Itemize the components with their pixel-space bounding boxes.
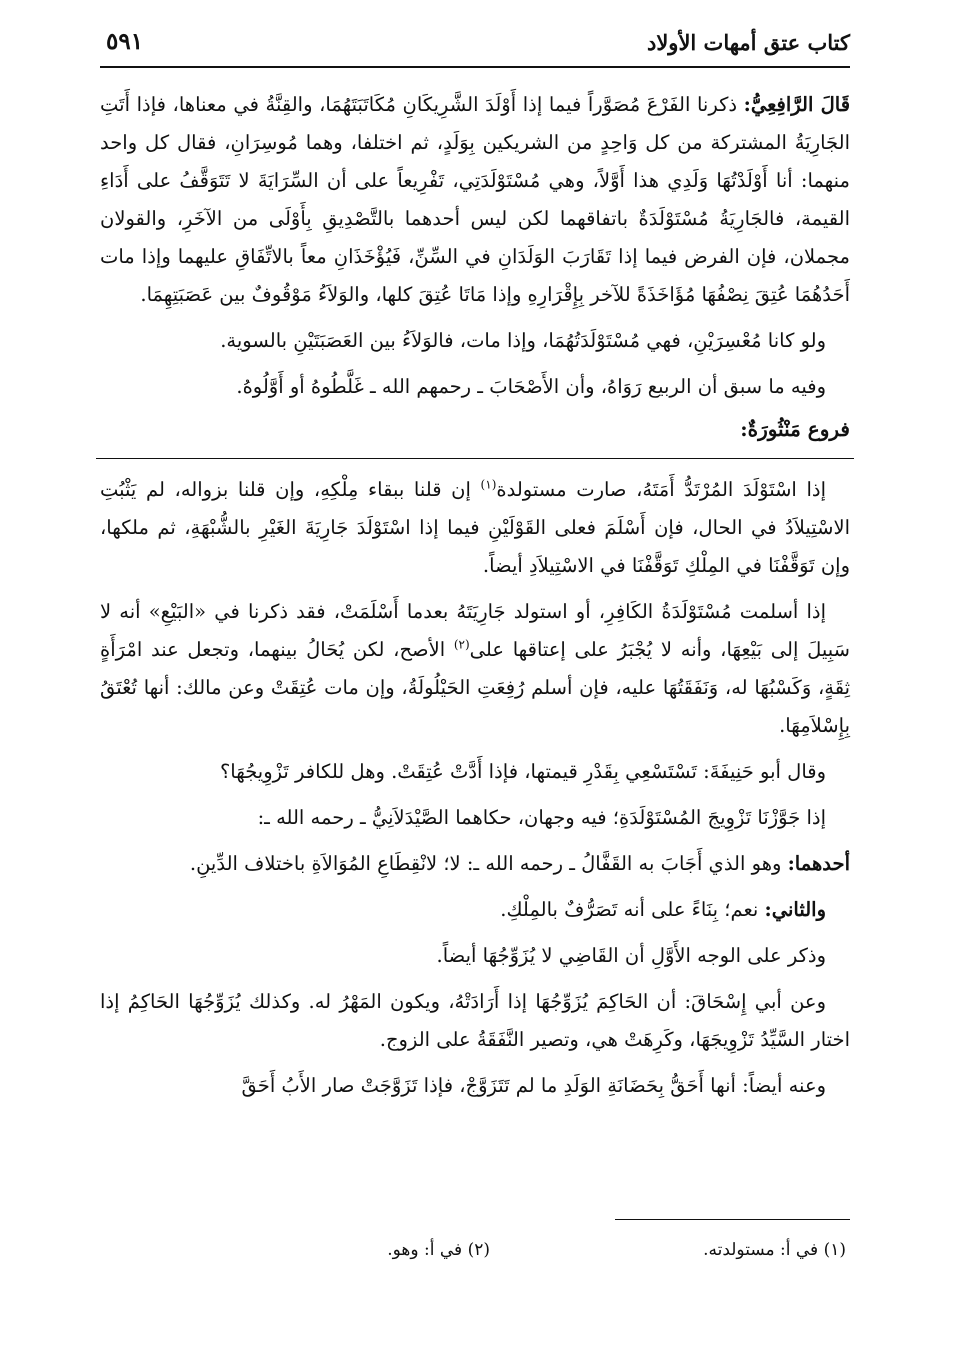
speaker-label: قَالَ الرَّافِعِيُّ: xyxy=(743,93,851,116)
paragraph-2 xyxy=(100,322,850,360)
paragraph-text: إذا جَوَّزْنَا تَزْوِيجَ المُسْتَوْلَدَةِ؛ فيه وجهان، حكاهما الصَّيْدَلاَنِيُّ ـ رحمه الله ـ: xyxy=(257,806,826,829)
section-paragraph xyxy=(100,983,850,1059)
paragraph-text: ولو كانا مُعْسِرَيْنِ، فهي مُسْتَوْلَدَتُهُمَا، وإذا مات، فالوَلاَءُ بين العَصَبَتَيْنِ بالسوية. xyxy=(220,329,826,352)
paragraph-text: إذا أسلمت مُسْتَوْلَدَةُ الكَافِرِ، أو استولد جَارِيَتَهُ بعدما أَسْلَمَتْ، فقد ذكرنا في «البَيْعِ» أنه لا سَبِيلَ إلى بَيْعِهَا، وأنه لا يُجْبَرُ على إعتاقها على xyxy=(100,600,850,661)
footnote-number: (١) xyxy=(823,1240,846,1260)
section-paragraph xyxy=(100,1067,850,1105)
footnote-divider xyxy=(615,1219,850,1220)
footnote-number: (٢) xyxy=(467,1240,490,1260)
section-paragraph xyxy=(100,753,850,791)
section-heading: فروع مَنْثُورَةٌ: xyxy=(740,417,850,441)
footnote-text: في أ: وهو. xyxy=(387,1240,463,1260)
footnote-1 xyxy=(703,1240,846,1260)
paragraph-text: إذا اسْتَوْلَدَ المُرْتَدُّ أَمَتَهُ، صارت مستولدة xyxy=(496,478,827,501)
book-title: كتاب عتق أمهات الأولاد xyxy=(646,30,850,55)
footnote-row xyxy=(100,1240,850,1266)
section-paragraph xyxy=(100,891,850,929)
opinion-label: والثاني: xyxy=(764,898,826,921)
paragraph-1 xyxy=(100,86,850,314)
running-header xyxy=(100,26,850,68)
footnote-2 xyxy=(387,1240,490,1260)
paragraph-3 xyxy=(100,368,850,406)
main-text xyxy=(100,86,850,1105)
paragraph-text: ذكرنا الفَرْعَ مُصَوَّراً فيما إذا أَوْلَدَ الشَّرِيكَانِ مُكَاتَبَتَهُمَا، والقِنَّةُ في معناها، فإذا أَتَتِ الجَارِيَةُ المشتركة من كل وَاحِدٍ من الشريكين بِوَلَدٍ، ثم اختلفا، وهما مُوسِرَانِ، فقال كل واحد منهما: أنا أَوْلَدْتُهَا وَلَدِي هذا أَوَّلاً، وهي مُسْتَوْلَدَتِي، تَفْرِيعاً على أن السِّرَايَةَ لا تَتَوَقَّفُ على أَدَاءِ القيمة، فالجَارِيَةُ مُسْتَوْلَدَةٌ باتفاقهما لكن ليس أحدهما بالتَّصْدِيقِ بِأَوْلَى من الآخَرِ، والقولان مجملان، فإن الفرض فيما إذا تَقَارَبَ الوَلَدَانِ في السِّنِّ، فَيُؤْخَذَانِ معاً بالاتِّفَاقِ عليهما وإذا مات أَحَدُهُمَا عُتِقَ نِصْفُهَا مُؤَاخَذَةً للآخر بِإِقْرَارِهِ وإذا مَاتَا عُتِقَ كلها، والوَلاَءُ مَوْقُوفٌ بين عَصَبَتِهِمَا. xyxy=(100,93,850,306)
footnote-reference[interactable]: (٢) xyxy=(453,637,470,652)
document-page xyxy=(100,26,851,1260)
paragraph-text: وعن أبي إِسْحَاقَ: أن الحَاكِمَ يُزَوِّجُهَا إذا أَرَادَتْهُ، ويكون المَهْرُ له. وكذلك يُزَوِّجُهَا الحَاكِمُ إذا اختار السَّيِّدُ تَزْوِيجَهَا، وكَرِهَتْ هي، وتصير النَّفَقَةُ على الزوج. xyxy=(100,990,850,1051)
section-paragraph xyxy=(100,937,850,975)
paragraph-text: وهو الذي أَجَابَ به القَفَّالُ ـ رحمه الله ـ: لا؛ لانْقِطَاعِ المُوَالاَةِ باختلاف الدِّينِ. xyxy=(189,852,788,875)
page-number: ٥٩١ xyxy=(106,28,144,55)
footnote-reference[interactable]: (١) xyxy=(480,477,497,492)
section-paragraph xyxy=(100,471,850,585)
paragraph-text: وعنه أيضاً: أنها أَحَقُّ بِحَضَانَةِ الوَلَدِ ما لم تَتَزَوَّجْ، فإذا تَزَوَّجَتْ صار الأَبُ أَحَقَّ xyxy=(241,1074,826,1097)
paragraph-text: نعم؛ بِنَاءً على أنه تَصَرُّفٌ بالمِلْكِ. xyxy=(500,898,765,921)
paragraph-text: إن قلنا ببقاء مِلْكِهِ، وإن قلنا بزواله، لم يَثْبُتِ الاسْتِيلاَدُ في الحال، فإن أَسْلَمَ فعلى القَوْلَيْنِ فيما إذا اسْتَوْلَدَ جَارِيَةَ الغَيْرِ بالشُّبْهَةِ، ثم ملكها، وإن تَوَقَّفْنَا في المِلْكِ تَوَقَّفْنَا في الاسْتِيلاَدِ أيضاً. xyxy=(100,478,850,577)
section-paragraph xyxy=(100,799,850,837)
section-paragraph xyxy=(100,845,850,883)
paragraph-text: الأصح، لكن يُحَالُ بينهما، وتجعل عند امْرَأَةٍ ثِقَةٍ، وَكَسْبُهَا له، وَنَفَقَتُهَا عليه، فإن أسلم رُفِعَتِ الحَيْلُولَةُ، وإن مات عُتِقَتْ وعن مالك: أنها تُعْتَقُ بِإِسْلاَمِهَا. xyxy=(100,638,850,737)
footnote-text: في أ: مستولدته. xyxy=(703,1240,819,1260)
section-divider xyxy=(96,458,854,459)
paragraph-text: وذكر على الوجه الأَوَّلِ أن القَاضِي لا يُزَوِّجُهَا أيضاً. xyxy=(436,944,826,967)
paragraph-text: وقال أبو حَنِيفَةَ: تَسْتَسْعِي بِقَدْرِ قيمتها، فإذا أَدَّتْ عُتِقَتْ. وهل للكافر تَزْوِيجُهَا؟ xyxy=(219,760,826,783)
section-paragraph xyxy=(100,593,850,745)
paragraph-text: وفيه ما سبق أن الربيع رَوَاهُ، وأن الأَصْحَابَ ـ رحمهم الله ـ غَلَّطُوهُ أو أَوَّلُوهُ. xyxy=(236,375,826,398)
opinion-label: أحدهما: xyxy=(787,852,850,875)
footnotes xyxy=(100,1219,850,1266)
